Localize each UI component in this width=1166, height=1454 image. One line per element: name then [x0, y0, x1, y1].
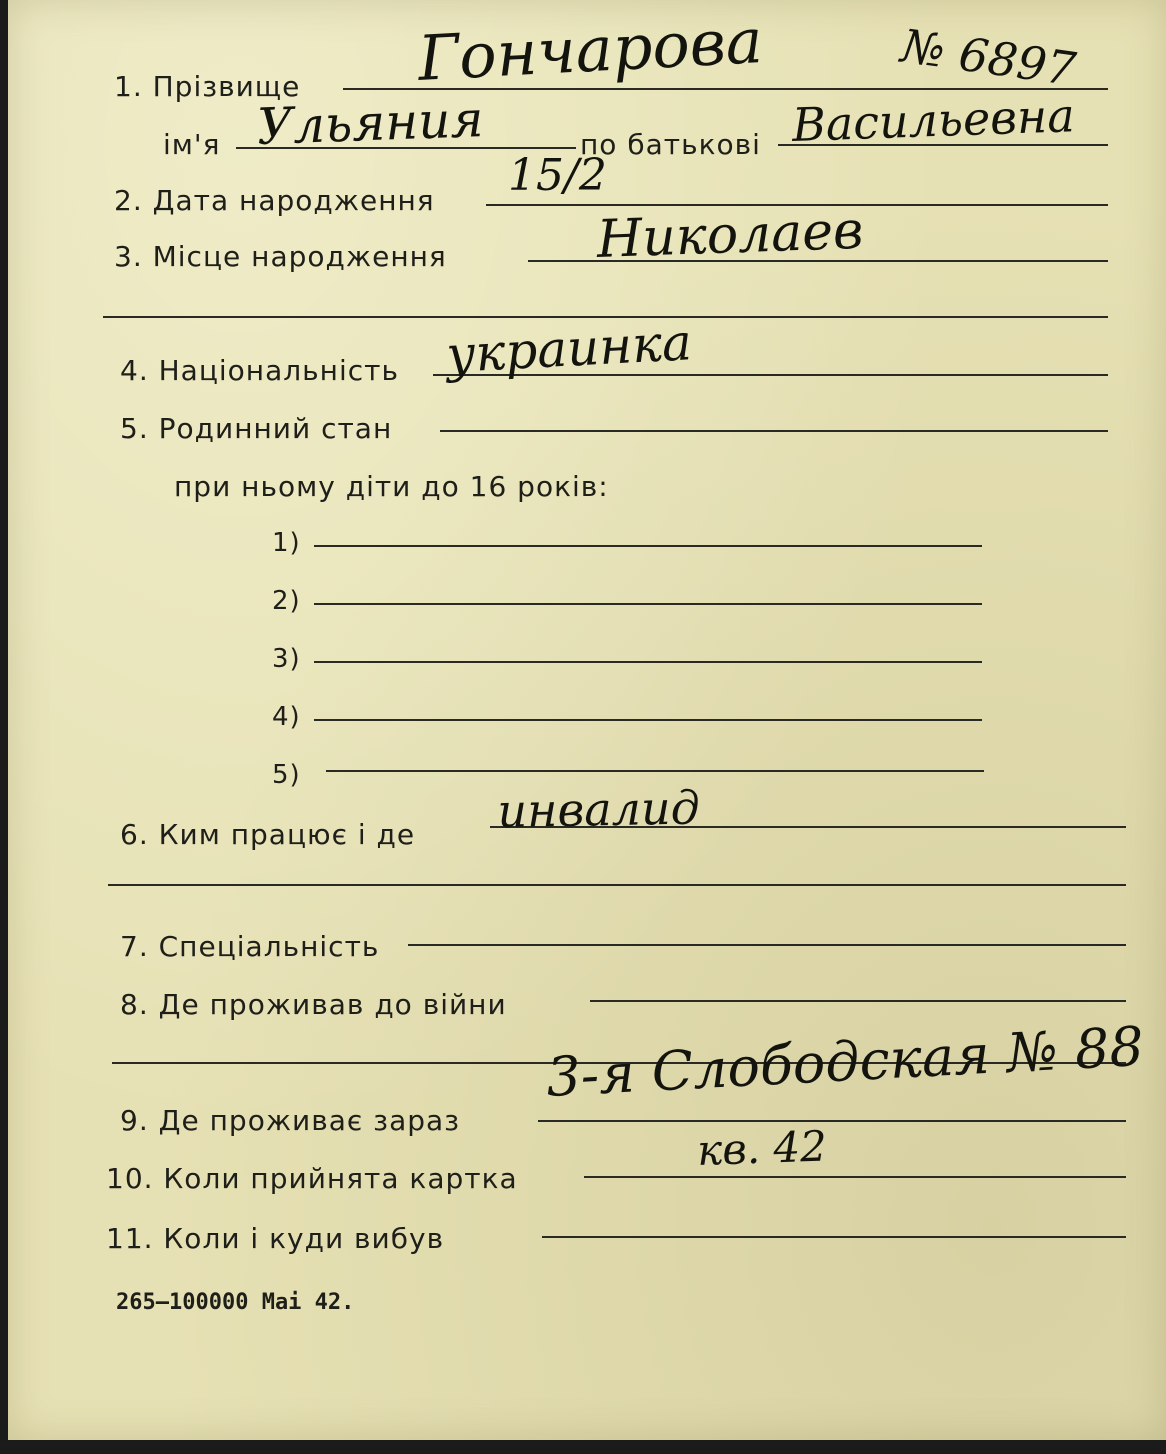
marital-label: 5. Родинний стан: [120, 412, 393, 445]
print-code: 265—100000 Mai 42.: [116, 1290, 355, 1315]
current-line: [538, 1120, 1126, 1122]
surname-value: Гончарова: [416, 4, 765, 96]
child-5-label: 5): [272, 760, 301, 790]
child-2-line: [314, 603, 982, 605]
work-value: инвалид: [497, 780, 701, 838]
prewar-label: 8. Де проживав до війни: [120, 988, 507, 1021]
card-line: [584, 1176, 1126, 1178]
birth-date-value: 15/2: [508, 150, 607, 201]
current-label: 9. Де проживає зараз: [120, 1104, 461, 1137]
child-1-label: 1): [272, 528, 301, 558]
child-2-label: 2): [272, 586, 301, 616]
surname-label: 1. Прізвище: [114, 70, 301, 103]
specialty-line: [408, 944, 1126, 946]
marital-line: [440, 430, 1108, 432]
patronymic-label: по батькові: [580, 128, 761, 161]
left-label: 11. Коли і куди вибув: [106, 1222, 445, 1255]
work-label: 6. Ким працює і де: [120, 818, 416, 851]
name-label: ім'я: [163, 128, 221, 161]
current-value: 3-я Слободская № 88: [544, 1014, 1146, 1109]
birth-place-label: 3. Місце народження: [114, 240, 447, 273]
child-3-label: 3): [272, 644, 301, 674]
card-value: кв. 42: [696, 1121, 828, 1175]
child-4-line: [314, 719, 982, 721]
nationality-label: 4. Національність: [120, 354, 399, 387]
children-label: при ньому діти до 16 років:: [174, 470, 609, 503]
patronymic-value: Васильевна: [791, 88, 1076, 152]
child-1-line: [314, 545, 982, 547]
left-line: [542, 1236, 1126, 1238]
child-3-line: [314, 661, 982, 663]
name-value: Ульяния: [255, 90, 485, 156]
nationality-value: украинка: [444, 313, 694, 384]
work-line-2: [108, 884, 1126, 886]
card-label: 10. Коли прийнята картка: [106, 1162, 518, 1195]
card-number: № 6897: [898, 18, 1080, 97]
child-5-line: [326, 770, 984, 772]
specialty-label: 7. Спеціальність: [120, 930, 380, 963]
birth-date-label: 2. Дата народження: [114, 184, 435, 217]
child-4-label: 4): [272, 702, 301, 732]
prewar-line: [590, 1000, 1126, 1002]
registration-card: [8, 0, 1166, 1440]
birth-place-value: Николаев: [595, 200, 865, 270]
